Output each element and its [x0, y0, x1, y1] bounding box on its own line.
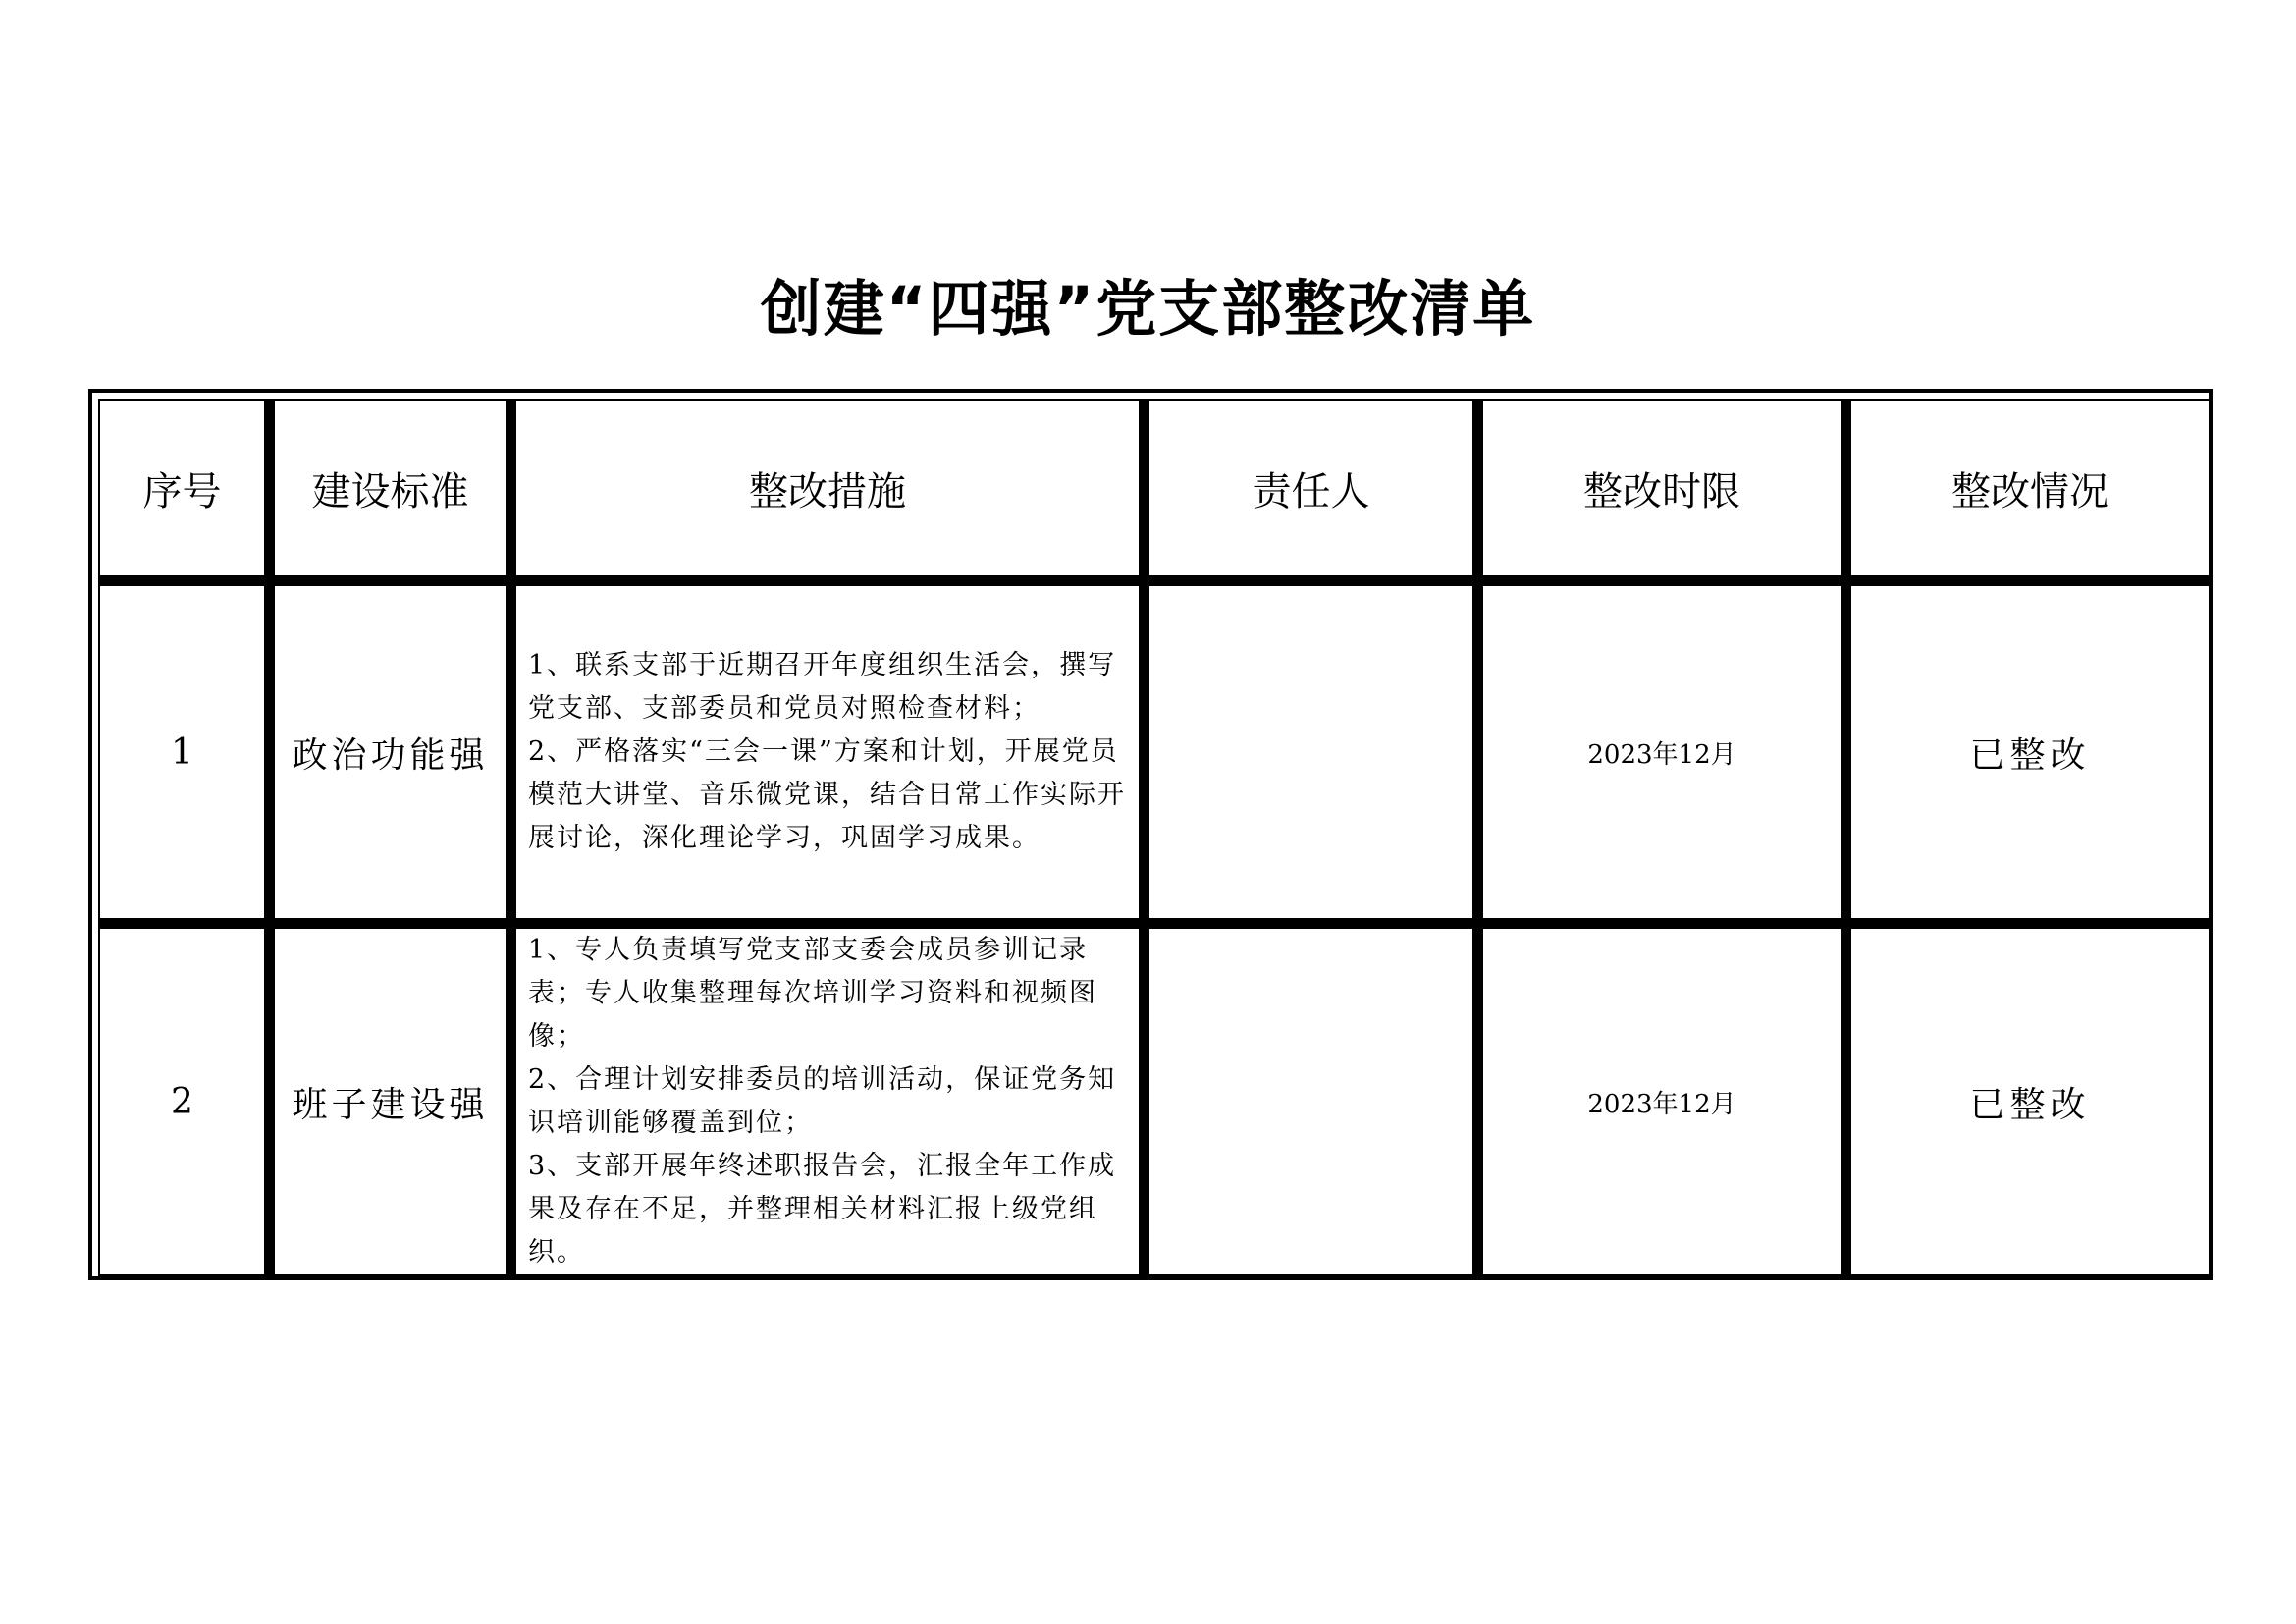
header-status: 整改情况: [1849, 399, 2211, 584]
cell-seq: 1: [98, 584, 273, 927]
table-header-row: [98, 399, 2211, 584]
header-responsible: 责任人: [1148, 399, 1481, 584]
header-standard: 建设标准: [273, 399, 514, 584]
cell-responsible: [1148, 584, 1481, 927]
measure-item: 2、严格落实“三会一课”方案和计划，开展党员模范大讲堂、音乐微党课，结合日常工作实际开展讨论，深化理论学习，巩固学习成果。: [528, 736, 1126, 853]
cell-measures: [514, 927, 1148, 1276]
measure-item: 1、专人负责填写党支部支委会成员参训记录表；专人收集整理每次培训学习资料和视频图像；: [528, 935, 1097, 1052]
cell-deadline: 2023年12月: [1481, 584, 1849, 927]
rectification-table: [98, 399, 2211, 1276]
header-deadline: 整改时限: [1481, 399, 1849, 584]
header-seq: 序号: [98, 399, 273, 584]
rectification-table-frame: [88, 389, 2213, 1280]
cell-responsible: [1148, 927, 1481, 1276]
cell-standard: 班子建设强: [273, 927, 514, 1276]
table-row: [98, 584, 2211, 927]
measure-item: 3、支部开展年终述职报告会，汇报全年工作成果及存在不足，并整理相关材料汇报上级党组织。: [528, 1151, 1117, 1268]
measure-item: 1、联系支部于近期召开年度组织生活会，撰写党支部、支部委员和党员对照检查材料；: [528, 650, 1117, 724]
cell-status: 已整改: [1849, 927, 2211, 1276]
page-title: 创建“四强”党支部整改清单: [760, 273, 1536, 345]
measure-item: 2、合理计划安排委员的培训活动，保证党务知识培训能够覆盖到位；: [528, 1064, 1117, 1138]
cell-measures: [514, 584, 1148, 927]
cell-standard: 政治功能强: [273, 584, 514, 927]
table-row: [98, 927, 2211, 1276]
cell-deadline: 2023年12月: [1481, 927, 1849, 1276]
cell-status: 已整改: [1849, 584, 2211, 927]
header-measures: 整改措施: [514, 399, 1148, 584]
cell-seq: 2: [98, 927, 273, 1276]
